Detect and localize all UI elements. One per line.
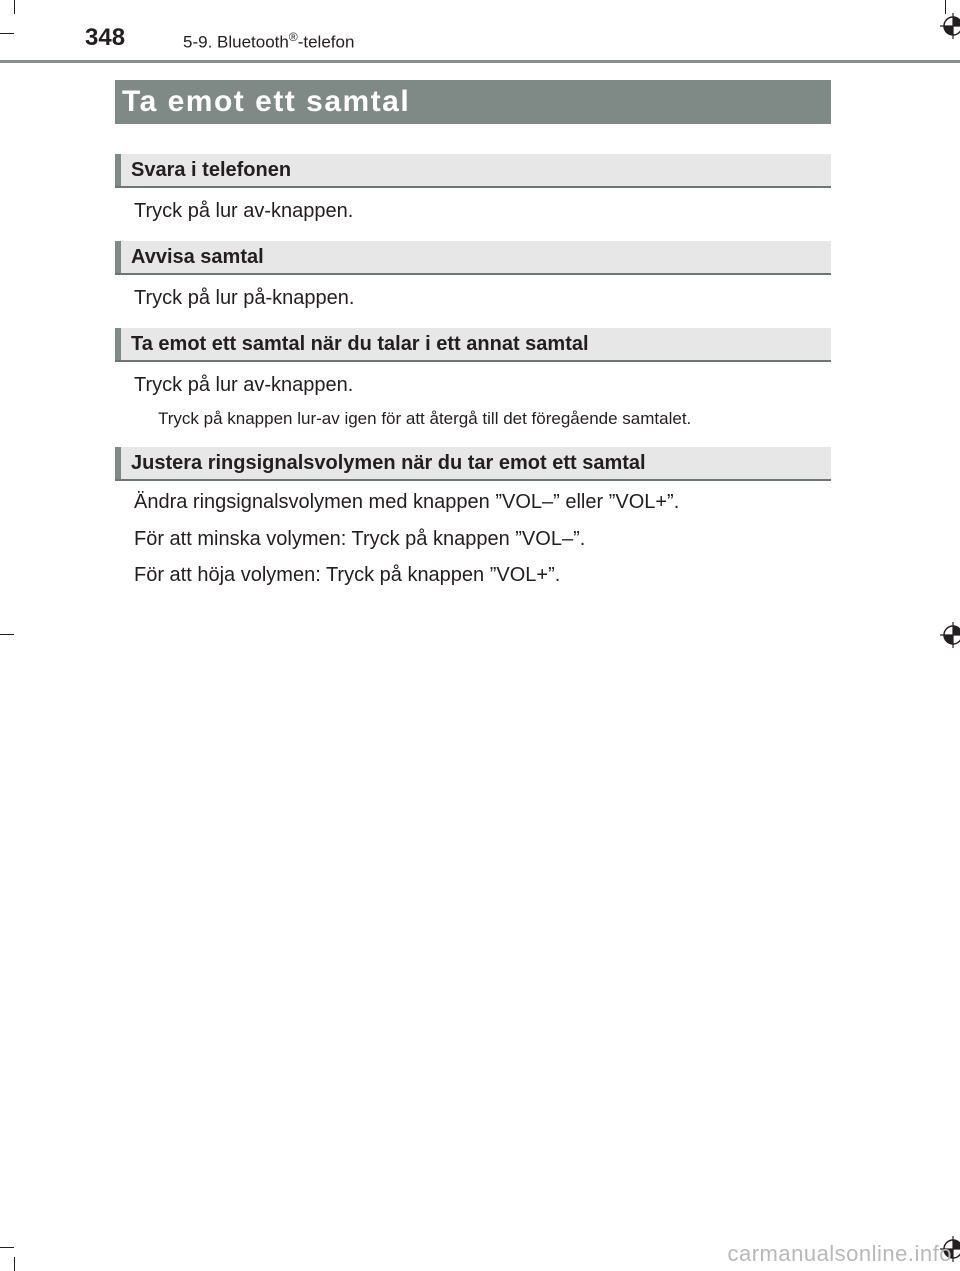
header-rule [0,60,960,63]
subheading-bar [115,154,121,186]
crop-mark [14,1257,15,1271]
instruction-text: Tryck på lur på-knappen. [134,287,355,309]
crop-mark [945,0,946,14]
chapter-title-prefix: 5-9. Bluetooth [183,32,289,52]
section-title: Ta emot ett samtal [115,80,831,124]
registration-mark-icon [940,622,960,648]
subheading-reject-call [115,241,831,275]
instruction-text: För att höja volymen: Tryck på knappen ”VOL+”. [134,564,561,586]
instruction-text: Tryck på lur av-knappen. [134,374,354,396]
instruction-text: Tryck på lur av-knappen. [134,200,354,222]
subheading-answer-phone [115,154,831,188]
registration-mark-icon [940,13,960,39]
subheading-label: Avvisa samtal [131,246,264,268]
crop-mark [0,33,14,34]
subheading-bar [115,328,121,360]
chapter-title [183,30,354,53]
crop-mark [0,634,14,635]
crop-mark [14,0,15,14]
crop-mark [0,1247,14,1248]
subheading-call-waiting [115,328,831,362]
subheading-label: Ta emot ett samtal när du talar i ett annat samtal [131,333,589,355]
chapter-title-suffix: -telefon [297,32,355,52]
watermark: carmanualsonline.info [727,1241,952,1266]
instruction-text: Ändra ringsignalsvolymen med knappen ”VOL–” eller ”VOL+”. [134,491,680,513]
registered-mark: ® [288,30,298,44]
subheading-label: Justera ringsignalsvolymen när du tar emot ett samtal [131,452,646,474]
subheading-bar [115,241,121,273]
page-number: 348 [85,24,126,51]
subheading-label: Svara i telefonen [131,159,292,181]
note-text: Tryck på knappen lur-av igen för att återgå till det föregående samtalet. [158,409,692,428]
subheading-ring-volume [115,447,831,481]
subheading-bar [115,447,121,479]
instruction-text: För att minska volymen: Tryck på knappen ”VOL–”. [134,528,586,550]
